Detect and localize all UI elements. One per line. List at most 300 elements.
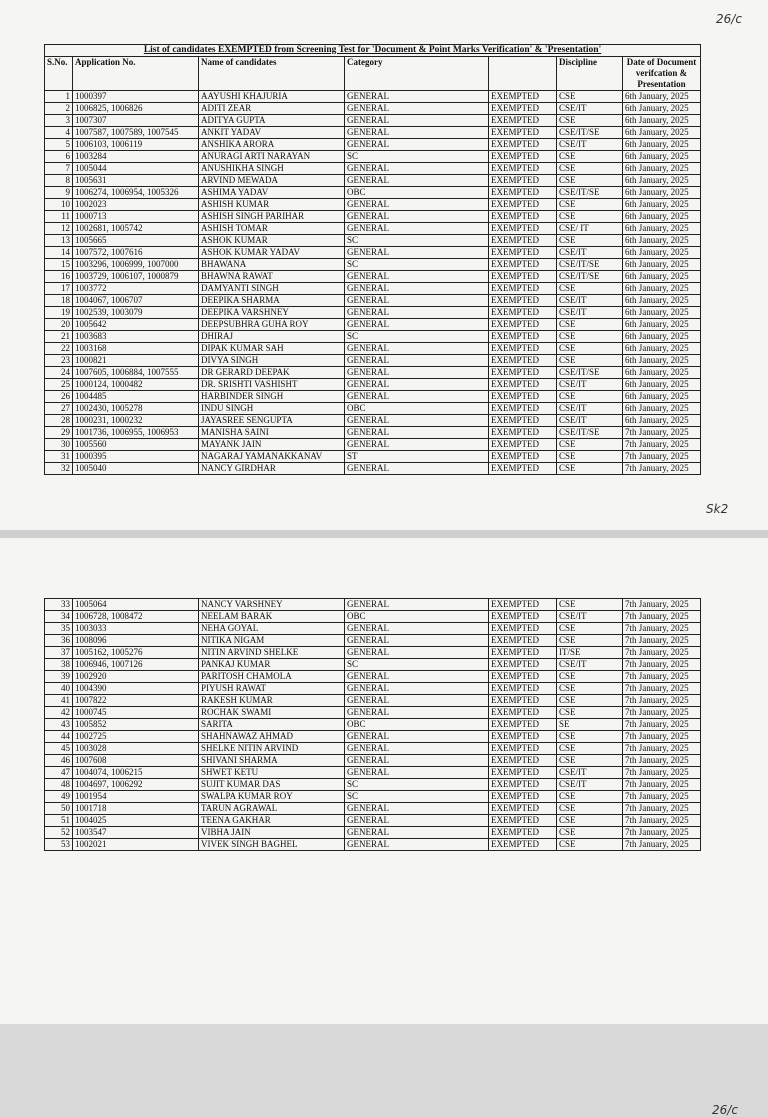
cell-application-no: 1006103, 1006119 (73, 139, 199, 151)
cell-discipline: CSE (557, 731, 623, 743)
cell-discipline: CSE/IT (557, 415, 623, 427)
cell-status: EXEMPTED (489, 307, 557, 319)
cell-discipline: CSE/IT (557, 767, 623, 779)
cell-discipline: CSE/IT (557, 611, 623, 623)
cell-discipline: CSE (557, 283, 623, 295)
cell-sno: 52 (45, 827, 73, 839)
table-row (45, 779, 701, 791)
cell-status: EXEMPTED (489, 803, 557, 815)
cell-application-no: 1000713 (73, 211, 199, 223)
cell-sno: 46 (45, 755, 73, 767)
cell-sno: 40 (45, 683, 73, 695)
cell-date: 6th January, 2025 (623, 355, 701, 367)
cell-sno: 39 (45, 671, 73, 683)
cell-sno: 19 (45, 307, 73, 319)
cell-date: 7th January, 2025 (623, 659, 701, 671)
cell-sno: 51 (45, 815, 73, 827)
cell-application-no: 1003284 (73, 151, 199, 163)
cell-sno: 27 (45, 403, 73, 415)
table-row (45, 439, 701, 451)
cell-date: 7th January, 2025 (623, 611, 701, 623)
cell-category: GENERAL (345, 839, 489, 851)
cell-application-no: 1002023 (73, 199, 199, 211)
table-row (45, 683, 701, 695)
cell-status: EXEMPTED (489, 767, 557, 779)
cell-category: SC (345, 331, 489, 343)
cell-discipline: CSE (557, 635, 623, 647)
cell-sno: 36 (45, 635, 73, 647)
cell-discipline: CSE (557, 355, 623, 367)
table-row (45, 599, 701, 611)
cell-date: 7th January, 2025 (623, 647, 701, 659)
cell-application-no: 1001718 (73, 803, 199, 815)
table-row (45, 379, 701, 391)
cell-date: 6th January, 2025 (623, 115, 701, 127)
cell-candidate-name: RAKESH KUMAR (199, 695, 345, 707)
table-row (45, 319, 701, 331)
cell-date: 6th January, 2025 (623, 391, 701, 403)
cell-category: GENERAL (345, 599, 489, 611)
cell-sno: 14 (45, 247, 73, 259)
table-row (45, 719, 701, 731)
table-row (45, 623, 701, 635)
cell-candidate-name: SHAHNAWAZ AHMAD (199, 731, 345, 743)
cell-date: 7th January, 2025 (623, 695, 701, 707)
header-sno: S.No. (45, 57, 73, 91)
cell-date: 6th January, 2025 (623, 259, 701, 271)
cell-status: EXEMPTED (489, 115, 557, 127)
cell-category: GENERAL (345, 391, 489, 403)
table-row (45, 391, 701, 403)
cell-status: EXEMPTED (489, 743, 557, 755)
cell-status: EXEMPTED (489, 683, 557, 695)
cell-discipline: CSE (557, 199, 623, 211)
cell-sno: 18 (45, 295, 73, 307)
cell-discipline: CSE (557, 439, 623, 451)
cell-category: GENERAL (345, 427, 489, 439)
cell-date: 6th January, 2025 (623, 103, 701, 115)
cell-application-no: 1006825, 1006826 (73, 103, 199, 115)
cell-category: SC (345, 659, 489, 671)
cell-application-no: 1005040 (73, 463, 199, 475)
table-row (45, 115, 701, 127)
cell-category: SC (345, 791, 489, 803)
cell-sno: 53 (45, 839, 73, 851)
cell-category: GENERAL (345, 731, 489, 743)
table-row (45, 151, 701, 163)
page-note: 26/c (716, 12, 742, 26)
table-row (45, 199, 701, 211)
cell-sno: 45 (45, 743, 73, 755)
cell-sno: 21 (45, 331, 73, 343)
cell-status: EXEMPTED (489, 415, 557, 427)
cell-application-no: 1000397 (73, 91, 199, 103)
cell-date: 6th January, 2025 (623, 295, 701, 307)
candidates-table-part-2 (44, 598, 701, 851)
table-row (45, 127, 701, 139)
cell-date: 6th January, 2025 (623, 223, 701, 235)
cell-status: EXEMPTED (489, 391, 557, 403)
cell-date: 6th January, 2025 (623, 187, 701, 199)
cell-sno: 47 (45, 767, 73, 779)
cell-category: GENERAL (345, 307, 489, 319)
cell-status: EXEMPTED (489, 451, 557, 463)
cell-application-no: 1004074, 1006215 (73, 767, 199, 779)
table-row (45, 235, 701, 247)
cell-status: EXEMPTED (489, 599, 557, 611)
table-row (45, 803, 701, 815)
cell-sno: 16 (45, 271, 73, 283)
cell-date: 6th January, 2025 (623, 127, 701, 139)
cell-date: 7th January, 2025 (623, 671, 701, 683)
cell-candidate-name: MAYANK JAIN (199, 439, 345, 451)
cell-discipline: CSE (557, 827, 623, 839)
cell-application-no: 1002920 (73, 671, 199, 683)
cell-discipline: CSE/IT/SE (557, 259, 623, 271)
cell-category: GENERAL (345, 767, 489, 779)
cell-discipline: CSE (557, 815, 623, 827)
cell-sno: 3 (45, 115, 73, 127)
cell-application-no: 1003033 (73, 623, 199, 635)
cell-date: 6th January, 2025 (623, 139, 701, 151)
page-title: List of candidates EXEMPTED from Screening Test for 'Document & Point Marks Verification' & 'Presentation' (45, 45, 701, 57)
cell-candidate-name: BHAWNA RAWAT (199, 271, 345, 283)
cell-sno: 7 (45, 163, 73, 175)
cell-discipline: CSE (557, 707, 623, 719)
cell-discipline: CSE (557, 755, 623, 767)
table-row (45, 755, 701, 767)
page-note-2: 26/c (712, 1103, 738, 1117)
cell-category: GENERAL (345, 319, 489, 331)
cell-candidate-name: SHWET KETU (199, 767, 345, 779)
cell-application-no: 1007822 (73, 695, 199, 707)
table-row (45, 659, 701, 671)
cell-candidate-name: ANSHIKA ARORA (199, 139, 345, 151)
table-row (45, 827, 701, 839)
cell-status: EXEMPTED (489, 199, 557, 211)
table-row (45, 163, 701, 175)
cell-status: EXEMPTED (489, 827, 557, 839)
header-status (489, 57, 557, 91)
cell-candidate-name: DAMYANTI SINGH (199, 283, 345, 295)
cell-status: EXEMPTED (489, 623, 557, 635)
table-row (45, 463, 701, 475)
cell-sno: 20 (45, 319, 73, 331)
table-row (45, 647, 701, 659)
cell-candidate-name: SUJIT KUMAR DAS (199, 779, 345, 791)
cell-date: 6th January, 2025 (623, 307, 701, 319)
cell-discipline: CSE/IT/SE (557, 127, 623, 139)
cell-date: 7th January, 2025 (623, 683, 701, 695)
cell-category: GENERAL (345, 671, 489, 683)
cell-category: SC (345, 151, 489, 163)
cell-application-no: 1005044 (73, 163, 199, 175)
cell-application-no: 1003547 (73, 827, 199, 839)
cell-sno: 10 (45, 199, 73, 211)
table-row (45, 295, 701, 307)
cell-category: GENERAL (345, 199, 489, 211)
cell-sno: 12 (45, 223, 73, 235)
cell-status: EXEMPTED (489, 271, 557, 283)
cell-sno: 9 (45, 187, 73, 199)
cell-category: OBC (345, 611, 489, 623)
cell-sno: 8 (45, 175, 73, 187)
cell-status: EXEMPTED (489, 611, 557, 623)
cell-application-no: 1000231, 1000232 (73, 415, 199, 427)
cell-status: EXEMPTED (489, 151, 557, 163)
table-row (45, 223, 701, 235)
table-row (45, 695, 701, 707)
cell-application-no: 1005642 (73, 319, 199, 331)
cell-candidate-name: DR GERARD DEEPAK (199, 367, 345, 379)
cell-category: GENERAL (345, 827, 489, 839)
cell-discipline: CSE (557, 743, 623, 755)
cell-candidate-name: NANCY GIRDHAR (199, 463, 345, 475)
cell-date: 6th January, 2025 (623, 331, 701, 343)
cell-sno: 42 (45, 707, 73, 719)
cell-date: 6th January, 2025 (623, 151, 701, 163)
table-row (45, 767, 701, 779)
cell-date: 7th January, 2025 (623, 827, 701, 839)
cell-category: GENERAL (345, 175, 489, 187)
cell-category: GENERAL (345, 139, 489, 151)
cell-candidate-name: VIVEK SINGH BAGHEL (199, 839, 345, 851)
cell-sno: 15 (45, 259, 73, 271)
cell-candidate-name: ASHOK KUMAR YADAV (199, 247, 345, 259)
cell-candidate-name: ASHISH KUMAR (199, 199, 345, 211)
cell-sno: 50 (45, 803, 73, 815)
cell-discipline: CSE/IT (557, 295, 623, 307)
cell-date: 6th January, 2025 (623, 199, 701, 211)
cell-status: EXEMPTED (489, 695, 557, 707)
cell-discipline: CSE/IT/SE (557, 427, 623, 439)
cell-sno: 23 (45, 355, 73, 367)
header-date: Date of Document verifcation & Presentation (623, 57, 701, 91)
table-row (45, 103, 701, 115)
cell-candidate-name: SWALPA KUMAR ROY (199, 791, 345, 803)
cell-candidate-name: DIPAK KUMAR SAH (199, 343, 345, 355)
cell-sno: 2 (45, 103, 73, 115)
table-row (45, 283, 701, 295)
cell-sno: 11 (45, 211, 73, 223)
candidates-table-part-1 (44, 44, 701, 475)
cell-category: GENERAL (345, 127, 489, 139)
table-row (45, 611, 701, 623)
cell-date: 6th January, 2025 (623, 415, 701, 427)
cell-application-no: 1004390 (73, 683, 199, 695)
cell-category: GENERAL (345, 283, 489, 295)
cell-sno: 24 (45, 367, 73, 379)
cell-application-no: 1005631 (73, 175, 199, 187)
cell-status: EXEMPTED (489, 295, 557, 307)
cell-discipline: CSE (557, 151, 623, 163)
cell-date: 6th January, 2025 (623, 403, 701, 415)
cell-category: GENERAL (345, 623, 489, 635)
cell-discipline: CSE/IT (557, 779, 623, 791)
cell-category: GENERAL (345, 163, 489, 175)
cell-status: EXEMPTED (489, 187, 557, 199)
table-row (45, 91, 701, 103)
cell-application-no: 1004697, 1006292 (73, 779, 199, 791)
cell-candidate-name: ANURAGI ARTI NARAYAN (199, 151, 345, 163)
cell-date: 7th January, 2025 (623, 791, 701, 803)
cell-candidate-name: DEEPIKA SHARMA (199, 295, 345, 307)
cell-status: EXEMPTED (489, 283, 557, 295)
table-row (45, 671, 701, 683)
cell-category: GENERAL (345, 295, 489, 307)
cell-category: GENERAL (345, 271, 489, 283)
cell-category: GENERAL (345, 211, 489, 223)
cell-date: 6th January, 2025 (623, 319, 701, 331)
cell-date: 7th January, 2025 (623, 779, 701, 791)
cell-discipline: CSE (557, 115, 623, 127)
cell-status: EXEMPTED (489, 343, 557, 355)
cell-status: EXEMPTED (489, 319, 557, 331)
cell-date: 7th January, 2025 (623, 451, 701, 463)
cell-discipline: CSE/IT (557, 139, 623, 151)
cell-discipline: CSE (557, 235, 623, 247)
cell-application-no: 1007307 (73, 115, 199, 127)
cell-category: GENERAL (345, 379, 489, 391)
table-row (45, 791, 701, 803)
table-row (45, 259, 701, 271)
cell-sno: 41 (45, 695, 73, 707)
cell-status: EXEMPTED (489, 235, 557, 247)
table-row (45, 415, 701, 427)
cell-date: 6th January, 2025 (623, 175, 701, 187)
cell-candidate-name: NEHA GOYAL (199, 623, 345, 635)
table-row (45, 271, 701, 283)
cell-date: 7th January, 2025 (623, 439, 701, 451)
cell-status: EXEMPTED (489, 403, 557, 415)
cell-application-no: 1002681, 1005742 (73, 223, 199, 235)
cell-candidate-name: DEEPSUBHRA GUHA ROY (199, 319, 345, 331)
cell-category: GENERAL (345, 683, 489, 695)
cell-sno: 5 (45, 139, 73, 151)
cell-date: 6th January, 2025 (623, 247, 701, 259)
cell-category: GENERAL (345, 647, 489, 659)
cell-sno: 6 (45, 151, 73, 163)
cell-status: EXEMPTED (489, 839, 557, 851)
cell-status: EXEMPTED (489, 259, 557, 271)
cell-discipline: CSE/ IT (557, 223, 623, 235)
table-row (45, 331, 701, 343)
cell-date: 6th January, 2025 (623, 91, 701, 103)
table-row (45, 403, 701, 415)
cell-candidate-name: AAYUSHI KHAJURIA (199, 91, 345, 103)
cell-candidate-name: ASHOK KUMAR (199, 235, 345, 247)
cell-status: EXEMPTED (489, 719, 557, 731)
cell-discipline: CSE (557, 671, 623, 683)
cell-date: 6th January, 2025 (623, 343, 701, 355)
header-name: Name of candidates (199, 57, 345, 91)
cell-application-no: 1005852 (73, 719, 199, 731)
cell-discipline: CSE (557, 599, 623, 611)
cell-date: 6th January, 2025 (623, 271, 701, 283)
header-category: Category (345, 57, 489, 91)
cell-category: GENERAL (345, 415, 489, 427)
cell-discipline: CSE (557, 211, 623, 223)
cell-status: EXEMPTED (489, 247, 557, 259)
cell-sno: 43 (45, 719, 73, 731)
cell-discipline: CSE (557, 391, 623, 403)
cell-discipline: CSE (557, 343, 623, 355)
cell-discipline: CSE/IT (557, 659, 623, 671)
cell-discipline: CSE (557, 683, 623, 695)
cell-sno: 35 (45, 623, 73, 635)
cell-discipline: CSE (557, 163, 623, 175)
cell-status: EXEMPTED (489, 427, 557, 439)
cell-status: EXEMPTED (489, 647, 557, 659)
cell-application-no: 1002539, 1003079 (73, 307, 199, 319)
cell-candidate-name: INDU SINGH (199, 403, 345, 415)
cell-sno: 32 (45, 463, 73, 475)
cell-category: GENERAL (345, 803, 489, 815)
cell-application-no: 1004067, 1006707 (73, 295, 199, 307)
cell-candidate-name: ANKIT YADAV (199, 127, 345, 139)
cell-status: EXEMPTED (489, 755, 557, 767)
cell-candidate-name: TARUN AGRAWAL (199, 803, 345, 815)
table-row (45, 731, 701, 743)
cell-date: 7th January, 2025 (623, 839, 701, 851)
cell-status: EXEMPTED (489, 91, 557, 103)
cell-category: GENERAL (345, 355, 489, 367)
cell-status: EXEMPTED (489, 139, 557, 151)
cell-discipline: CSE (557, 839, 623, 851)
table-row (45, 635, 701, 647)
cell-discipline: CSE (557, 319, 623, 331)
cell-date: 6th January, 2025 (623, 235, 701, 247)
cell-candidate-name: HARBINDER SINGH (199, 391, 345, 403)
cell-category: GENERAL (345, 223, 489, 235)
cell-category: OBC (345, 403, 489, 415)
table-row (45, 139, 701, 151)
cell-category: GENERAL (345, 103, 489, 115)
table-row (45, 187, 701, 199)
cell-category: GENERAL (345, 343, 489, 355)
cell-date: 7th January, 2025 (623, 719, 701, 731)
cell-discipline: CSE (557, 91, 623, 103)
cell-application-no: 1007608 (73, 755, 199, 767)
cell-discipline: CSE (557, 623, 623, 635)
header-application-no: Application No. (73, 57, 199, 91)
cell-status: EXEMPTED (489, 223, 557, 235)
cell-discipline: CSE/IT (557, 247, 623, 259)
table-row (45, 367, 701, 379)
table-row (45, 247, 701, 259)
cell-category: GENERAL (345, 91, 489, 103)
table-header-row (45, 57, 701, 91)
cell-status: EXEMPTED (489, 127, 557, 139)
cell-category: GENERAL (345, 439, 489, 451)
cell-sno: 17 (45, 283, 73, 295)
cell-category: GENERAL (345, 463, 489, 475)
cell-application-no: 1000745 (73, 707, 199, 719)
cell-candidate-name: NANCY VARSHNEY (199, 599, 345, 611)
cell-discipline: CSE (557, 695, 623, 707)
cell-status: EXEMPTED (489, 635, 557, 647)
cell-application-no: 1008096 (73, 635, 199, 647)
cell-sno: 4 (45, 127, 73, 139)
cell-candidate-name: TEENA GAKHAR (199, 815, 345, 827)
cell-date: 6th January, 2025 (623, 367, 701, 379)
cell-category: GENERAL (345, 743, 489, 755)
cell-candidate-name: NEELAM BARAK (199, 611, 345, 623)
cell-candidate-name: VIBHA JAIN (199, 827, 345, 839)
cell-status: EXEMPTED (489, 731, 557, 743)
cell-candidate-name: DHIRAJ (199, 331, 345, 343)
cell-date: 7th January, 2025 (623, 731, 701, 743)
